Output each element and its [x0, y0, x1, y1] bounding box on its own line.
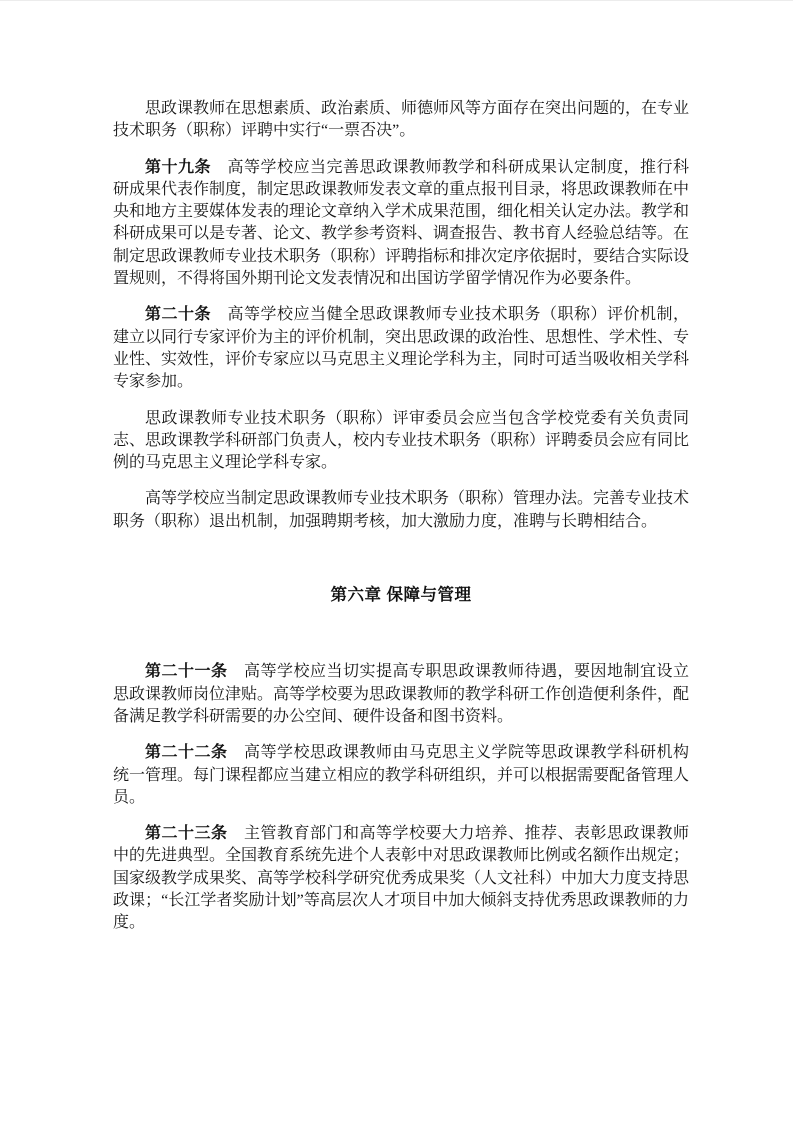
article-number: 第二十一条	[145, 663, 228, 681]
body-paragraph: 思政课教师在思想素质、政治素质、师德师风等方面存在突出问题的，在专业技术职务（职称）评聘中实行“一票否决”。	[113, 100, 690, 140]
article-number: 第二十二条	[145, 744, 228, 762]
article-number: 第二十三条	[145, 825, 228, 843]
article-paragraph: 第二十三条 主管教育部门和高等学校要大力培养、推荐、表彰思政课教师中的先进典型。全国教育系统先进个人表彰中对思政课教师比例或名额作出规定；国家级教学成果奖、高等学校科学研究优秀成果奖（人文社科）中加大力度支持思政课；“长江学者奖励计划”等高层次人才项目中加大倾斜支持优秀思政课教师的力度。	[113, 825, 690, 932]
article-paragraph: 第十九条 高等学校应当完善思政课教师教学和科研成果认定制度，推行科研成果代表作制度，制定思政课教师发表文章的重点报刊目录，将思政课教师在中央和地方主要媒体发表的理论文章纳入学术成果范围，细化相关认定办法。教学和科研成果可以是专著、论文、教学参考资料、调查报告、教书育人经验总结等。在制定思政课教师专业技术职务（职称）评聘指标和排次定序依据时，要结合实际设置规则，不得将国外期刊论文发表情况和出国访学留学情况作为必要条件。	[113, 158, 690, 288]
article-paragraph: 第二十条 高等学校应当健全思政课教师专业技术职务（职称）评价机制，建立以同行专家评价为主的评价机制，突出思政课的政治性、思想性、学术性、专业性、实效性，评价专家应以马克思主义理论学科为主，同时可适当吸收相关学科专家参加。	[113, 306, 690, 391]
body-paragraph: 高等学校应当制定思政课教师专业技术职务（职称）管理办法。完善专业技术职务（职称）退出机制，加强聘期考核，加大激励力度，准聘与长聘相结合。	[113, 490, 690, 530]
article-paragraph: 第二十二条 高等学校思政课教师由马克思主义学院等思政课教学科研机构统一管理。每门课程都应当建立相应的教学科研组织，并可以根据需要配备管理人员。	[113, 744, 690, 806]
article-number: 第二十条	[145, 306, 211, 324]
article-paragraph: 第二十一条 高等学校应当切实提高专职思政课教师待遇，要因地制宜设立思政课教师岗位津贴。高等学校要为思政课教师的教学科研工作创造便利条件，配备满足教学科研需要的办公空间、硬件设备和图书资料。	[113, 663, 690, 725]
chapter-heading: 第六章 保障与管理	[330, 586, 472, 605]
document-body	[113, 98, 689, 935]
body-paragraph: 思政课教师专业技术职务（职称）评审委员会应当包含学校党委有关负责同志、思政课教学科研部门负责人，校内专业技术职务（职称）评聘委员会应有同比例的马克思主义理论学科专家。	[113, 409, 690, 472]
article-number: 第十九条	[145, 158, 211, 176]
